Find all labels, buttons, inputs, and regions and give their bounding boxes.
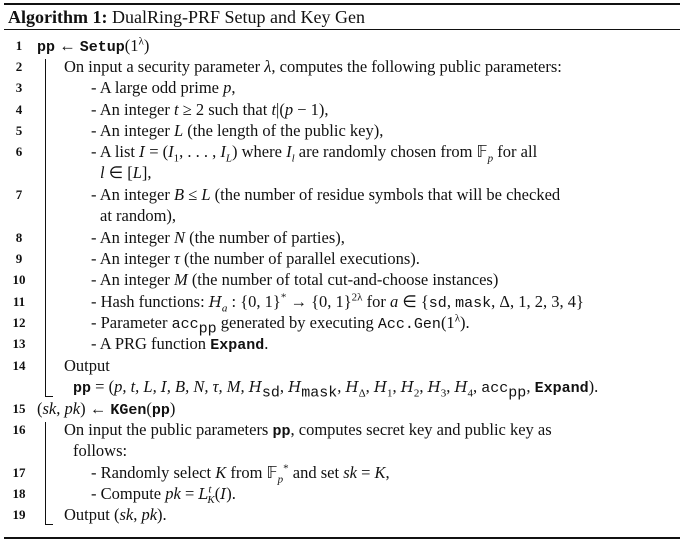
line-number: 2 [15,59,23,74]
setup-scope-bar [45,59,46,396]
line-number: 5 [15,123,23,138]
line-number: 8 [15,230,23,245]
bottom-rule [4,537,680,539]
line-number: 19 [12,507,26,522]
line-number: 12 [12,315,26,330]
line-number: 9 [15,251,23,266]
line-number: 17 [12,465,26,480]
line-number: 6 [15,144,23,159]
line-number: 11 [12,294,26,309]
line-number: 16 [12,422,26,437]
line-number: 4 [15,102,23,117]
line-number: 13 [12,336,26,351]
line-number: 14 [12,358,26,373]
kgen-scope-bar [45,422,46,524]
line-number: 18 [12,486,26,501]
line-number: 3 [15,80,23,95]
line-number: 1 [15,38,23,53]
setup-scope-hook [45,396,53,397]
algorithm-title: DualRing-PRF Setup and Key Gen [111,7,365,27]
algorithm-label: Algorithm 1: [8,7,108,27]
line-number: 7 [15,187,23,202]
line-number: 10 [12,272,26,287]
kgen-scope-hook [45,524,53,525]
algorithm-caption [8,6,365,28]
caption-rule [4,29,680,30]
top-rule [4,3,680,5]
line-number: 15 [12,401,26,416]
